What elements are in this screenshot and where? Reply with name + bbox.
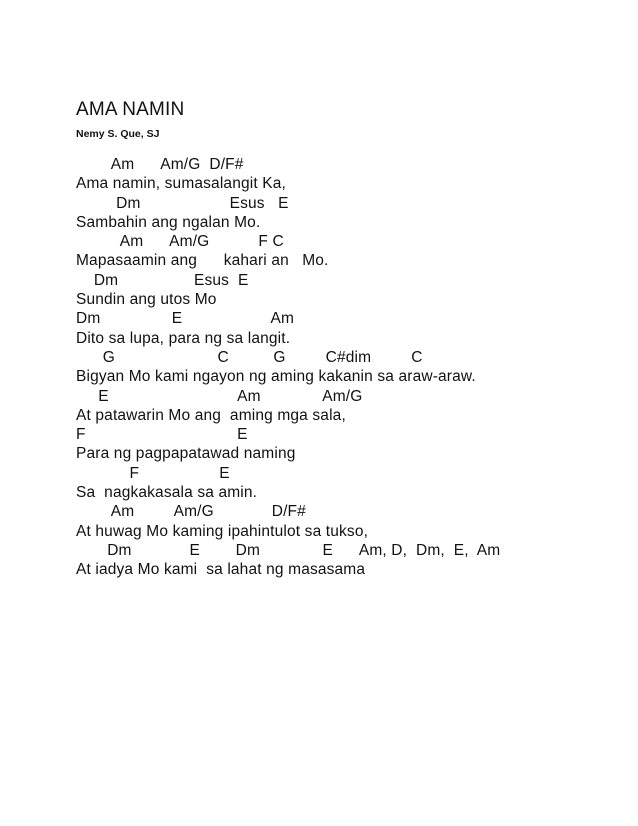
chord-line: Dm E Am bbox=[76, 310, 295, 328]
chord-line: Dm E Dm E Am, D, Dm, E, Am bbox=[76, 541, 501, 559]
chord-line: E Am Am/G bbox=[76, 387, 363, 405]
lyric-line: At patawarin Mo ang aming mga sala, bbox=[76, 406, 346, 424]
chord-line: Dm Esus E bbox=[76, 271, 249, 289]
lyric-line: Sa nagkakasala sa amin. bbox=[76, 484, 258, 502]
chord-line: Am Am/G D/F# bbox=[76, 503, 306, 521]
lyric-line: Dito sa lupa, para ng sa langit. bbox=[76, 329, 291, 347]
lyric-line: Sambahin ang ngalan Mo. bbox=[76, 213, 261, 231]
lyric-line: Bigyan Mo kami ngayon ng aming kakanin sa araw-araw. bbox=[76, 368, 476, 386]
chord-line: Am Am/G D/F# bbox=[76, 156, 244, 173]
lyric-line: Sundin ang utos Mo bbox=[76, 291, 217, 309]
lyric-line: Mapasaamin ang kahari an Mo. bbox=[76, 252, 329, 270]
lyric-line: At huwag Mo kaming ipahintulot sa tukso, bbox=[76, 522, 369, 540]
song-body bbox=[76, 155, 616, 580]
chord-line: Am Am/G F C bbox=[76, 233, 284, 251]
lyric-line: Ama namin, sumasalangit Ka, bbox=[76, 175, 286, 193]
lyric-line: At iadya Mo kami sa lahat ng masasama bbox=[76, 561, 366, 579]
chord-line: Dm Esus E bbox=[76, 194, 289, 212]
song-author: Nemy S. Que, SJ bbox=[76, 128, 160, 140]
lyric-line: Para ng pagpapatawad naming bbox=[76, 445, 296, 463]
chord-line: G C G C#dim C bbox=[76, 348, 423, 366]
chord-line: F E bbox=[76, 464, 230, 482]
chord-line: F E bbox=[76, 426, 248, 444]
song-title: AMA NAMIN bbox=[76, 99, 185, 120]
